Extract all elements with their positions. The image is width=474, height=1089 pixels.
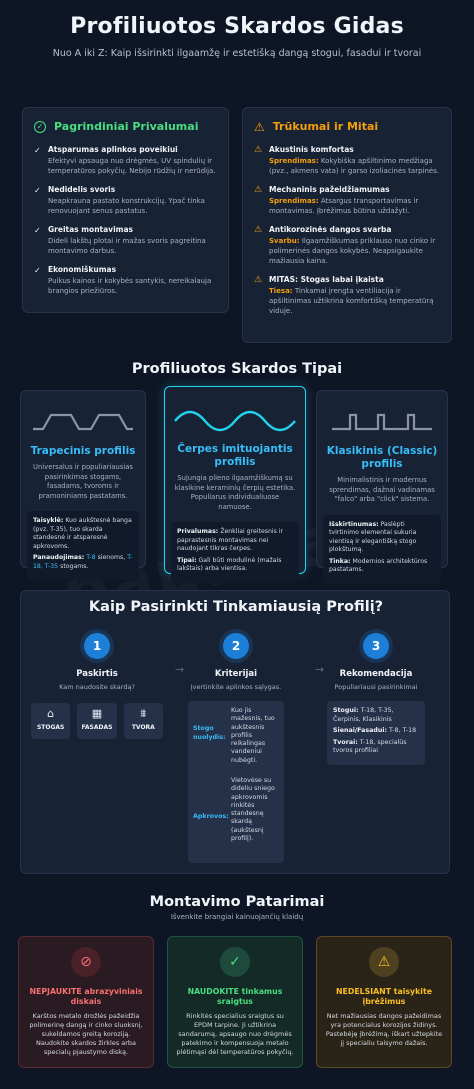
page-title: Profiliuotos Skardos Gidas xyxy=(70,14,404,39)
use-tile-fence xyxy=(124,703,163,739)
wave-profile-icon xyxy=(173,407,297,433)
cons-item-title: Mechaninis pažeidžiamumas xyxy=(269,185,390,194)
detail-text: Ženkliai greitesnis ir paprastesnis montavimas nei naudojant tikras čerpes. xyxy=(177,528,284,552)
use-label: FASADAS xyxy=(81,724,113,731)
criteria-text: Kuo jis mažesnis, tuo aukštesnis profilis reikalingas vandeniui nubėgti. xyxy=(231,707,275,764)
detail-label: Išskirtinumas: xyxy=(329,520,379,528)
cons-item xyxy=(254,275,440,316)
tip-title: NAUDOKITE tinkamus sraigtus xyxy=(187,987,283,1006)
cons-item-label: Svarbu: xyxy=(269,237,300,245)
pros-title: Pagrindiniai Privalumai xyxy=(54,120,199,133)
detail-label: Privalumas: xyxy=(177,528,219,535)
cons-heading xyxy=(254,120,440,133)
pros-item-title: Atsparumas aplinkos poveikiui xyxy=(48,145,178,154)
step-subtitle: Kam naudosite skardą? xyxy=(59,683,135,691)
choose-title: Kaip Pasirinkti Tinkamiausią Profilį? xyxy=(88,599,384,615)
pros-item-title: Greitas montavimas xyxy=(48,225,133,234)
cons-item-title: Akustinis komfortas xyxy=(269,145,354,154)
types-section-title: Profiliuotos Skardos Tipai xyxy=(131,361,343,377)
cons-title: Trūkumai ir Mitai xyxy=(272,120,379,133)
reco-text: T-18, specialūs tvoros profiliai xyxy=(333,738,407,754)
check-icon: ✓ xyxy=(34,186,41,195)
use-label: TVORA xyxy=(131,724,155,731)
tip-card-cutting xyxy=(18,936,154,1068)
pros-item xyxy=(34,265,217,296)
tips-subtitle: Išvenkite brangiai kainuojančių klaidų xyxy=(170,913,304,921)
detail-highlight: T-8 xyxy=(86,554,96,561)
pros-item-title: Ekonomiškumas xyxy=(48,265,117,274)
pros-item-title: Nedidelis svoris xyxy=(48,185,116,194)
step-subtitle: Populiariausi pasirinkimai xyxy=(334,683,418,691)
tip-desc: Rinkitės specialius sraigtus su EPDM tarpine. Ji užtikrina sandarumą, apsaugo nuo drėgmės patekimo ir kompensuoja metalo plėtimąsi dėl temperatūros pokyčių. xyxy=(176,1012,294,1056)
type-desc: Universalus ir populiariausias pasirinkimas stogams, fasadams, tvoroms ir pramoniniams pastatams. xyxy=(33,463,133,500)
type-name: Klasikinis (Classic) profilis xyxy=(326,445,438,470)
cons-item xyxy=(254,185,440,216)
tip-title: NEDELSIANT taisykite įbrėžimus xyxy=(336,987,432,1006)
cons-item xyxy=(254,145,440,176)
cons-item-desc: Tinkamai įrengta ventiliacija ir apšiltinimas užtikrina komfortišką temperatūrą viduje. xyxy=(269,287,434,315)
pros-item xyxy=(34,225,217,256)
house-icon: ⌂ xyxy=(47,707,55,720)
choose-section xyxy=(20,590,450,874)
cons-item-desc: Ilgaamžiškumas priklauso nuo cinko ir polimerinės dangos kokybės. Neapsigaukite mažiausia kaina. xyxy=(269,237,436,265)
step-purpose xyxy=(31,633,163,739)
detail-label: Tipai: xyxy=(177,556,197,564)
detail-text: Modernios architektūros pastatams. xyxy=(329,557,428,573)
use-tiles xyxy=(31,703,163,739)
type-details xyxy=(323,515,441,584)
tip-desc: Karštos metalo drožlės pažeidžia polimerinę dangą ir cinko sluoksnį, sukeldamos greitą koroziją. Naudokite skardos žirkles arba specialų pjaustymo diską. xyxy=(29,1012,143,1056)
prohibited-icon: ⊘ xyxy=(71,947,101,977)
detail-label: Tinka: xyxy=(329,557,351,565)
pros-item-desc: Dideli lakštų plotai ir mažas svoris pagreitina montavimo darbus. xyxy=(48,237,206,255)
detail-text: Paslėpti tvirtinimo elementai sukuria vientisą ir elegantišką stogo plokštumą. xyxy=(329,520,417,553)
pros-item xyxy=(34,185,217,216)
type-card-classic xyxy=(316,390,448,573)
pros-heading xyxy=(34,120,217,133)
cons-item-title: Antikorozinės dangos svarba xyxy=(269,225,392,234)
standing-seam-profile-icon xyxy=(332,411,432,435)
criteria-label: Stogo nuolydis: xyxy=(193,725,226,741)
step-title: Paskirtis xyxy=(76,669,118,679)
type-name: Trapecinis profilis xyxy=(30,445,136,457)
check-icon: ✓ xyxy=(220,947,250,977)
pros-item-desc: Puikus kainos ir kokybės santykis, nereikalauja brangios priežiūros. xyxy=(48,277,212,295)
cons-item-label: Sprendimas: xyxy=(269,157,319,165)
step-title: Kriterijai xyxy=(214,669,258,679)
detail-text: sienoms, xyxy=(97,554,126,561)
type-details xyxy=(171,522,299,583)
tips-section-title: Montavimo Patarimai xyxy=(149,894,325,910)
use-tile-roof xyxy=(31,703,70,739)
cons-item-desc: Kokybiška apšiltinimo medžiaga (pvz., akmens vata) ir garso izoliacinės tarpinės. xyxy=(269,157,440,175)
recommendation-box xyxy=(327,701,425,765)
reco-label: Tvorai: xyxy=(333,738,358,746)
tip-card-scratches xyxy=(316,936,452,1068)
check-icon: ✓ xyxy=(34,226,41,235)
cons-item xyxy=(254,225,440,266)
detail-label: Taisyklė: xyxy=(33,517,64,524)
arrow-right-icon: → xyxy=(315,663,325,676)
page-subtitle: Nuo A iki Z: Kaip išsirinkti ilgaamžę ir estetišką dangą stogui, fasadui ir tvorai xyxy=(52,48,422,59)
tip-title: NEPJAUKITE abrazyviniais diskais xyxy=(29,987,143,1006)
cons-item-title: MITAS: Stogas labai įkaista xyxy=(269,275,384,284)
step-title: Rekomendacija xyxy=(339,669,413,679)
step-recommendation xyxy=(310,633,442,765)
step-criteria xyxy=(170,633,302,863)
type-desc: Minimalistinis ir modernus sprendimas, dažnai vadinamas "falco" arba "click" sistema. xyxy=(329,476,435,503)
building-icon: ▦ xyxy=(91,707,103,720)
cons-item-label: Tiesa: xyxy=(269,287,293,295)
tip-card-screws xyxy=(167,936,303,1068)
check-icon: ✓ xyxy=(34,146,41,155)
pros-card xyxy=(22,107,229,313)
type-card-tile xyxy=(164,386,306,574)
step-number: 3 xyxy=(363,633,389,659)
warning-icon: ⚠ xyxy=(254,275,263,285)
detail-label: Panaudojimas: xyxy=(33,554,85,561)
detail-highlight: T-18, T-35 xyxy=(33,554,133,570)
fence-icon: ⩩ xyxy=(140,707,147,720)
use-label: STOGAS xyxy=(36,724,65,731)
type-name: Čerpes imituojantis profilis xyxy=(177,443,293,468)
warning-icon: ⚠ xyxy=(254,119,265,134)
type-card-trapezoid xyxy=(20,390,146,568)
cons-card xyxy=(242,107,452,343)
pros-item-desc: Efektyvi apsauga nuo drėgmės, UV spindulių ir temperatūros pokyčių. Nebijo rūdžių ir nerūdija. xyxy=(48,157,216,175)
detail-text: Gali būti modulinė (mažais lakštais) arba vientisa. xyxy=(177,556,282,572)
reco-text: T-8, T-18 xyxy=(389,727,417,734)
step-subtitle: Įvertinkite aplinkos sąlygas. xyxy=(190,683,282,691)
reco-label: Stogui: xyxy=(333,707,359,714)
warning-icon: ⚠ xyxy=(254,225,263,235)
check-icon: ✓ xyxy=(34,266,41,275)
trapezoid-profile-icon xyxy=(33,411,133,435)
reco-label: Sienai/Fasadui: xyxy=(333,727,387,734)
step-number: 2 xyxy=(223,633,249,659)
criteria-text: Vietovėse su dideliu sniego apkrovomis rinkitės standesnę skardą (aukštesnį profilį). xyxy=(231,777,275,843)
detail-text: stogams. xyxy=(60,562,89,570)
header xyxy=(0,14,474,60)
detail-text: Kuo aukštesnė banga (pvz. T-35), tuo skarda standesnė ir atsparesnė apkrovoms. xyxy=(33,517,132,550)
warning-icon: ⚠ xyxy=(369,947,399,977)
pros-item xyxy=(34,145,217,176)
tip-desc: Net mažiausias dangos pažeidimas yra potencialus korozijos židinys. Pastebėję įbrėžimą, iškart užtepkite jį specialiu taisymo dažais. xyxy=(325,1012,443,1047)
warning-icon: ⚠ xyxy=(254,145,263,155)
criteria-box xyxy=(188,701,284,863)
check-circle-icon: ✓ xyxy=(34,121,46,133)
arrow-right-icon: → xyxy=(175,663,185,676)
warning-icon: ⚠ xyxy=(254,185,263,195)
use-tile-facade xyxy=(77,703,116,739)
type-desc: Sujungia plieno ilgaamžiškumą su klasikine keraminių čerpių estetika. Populiarus individualiuose namuose. xyxy=(174,474,296,511)
cons-item-desc: Atsargus transportavimas ir montavimas. Įbrėžimus būtina uždažyti. xyxy=(269,197,419,215)
criteria-label: Apkrovos: xyxy=(193,813,229,820)
pros-item-desc: Neapkrauna pastato konstrukcijų. Ypač tinka renovuojant senus pastatus. xyxy=(48,197,205,215)
type-details xyxy=(27,511,139,580)
cons-item-label: Sprendimas: xyxy=(269,197,319,205)
step-number: 1 xyxy=(84,633,110,659)
reco-text: T-18, T-35, Čerpinis, Klasikinis xyxy=(333,707,394,723)
